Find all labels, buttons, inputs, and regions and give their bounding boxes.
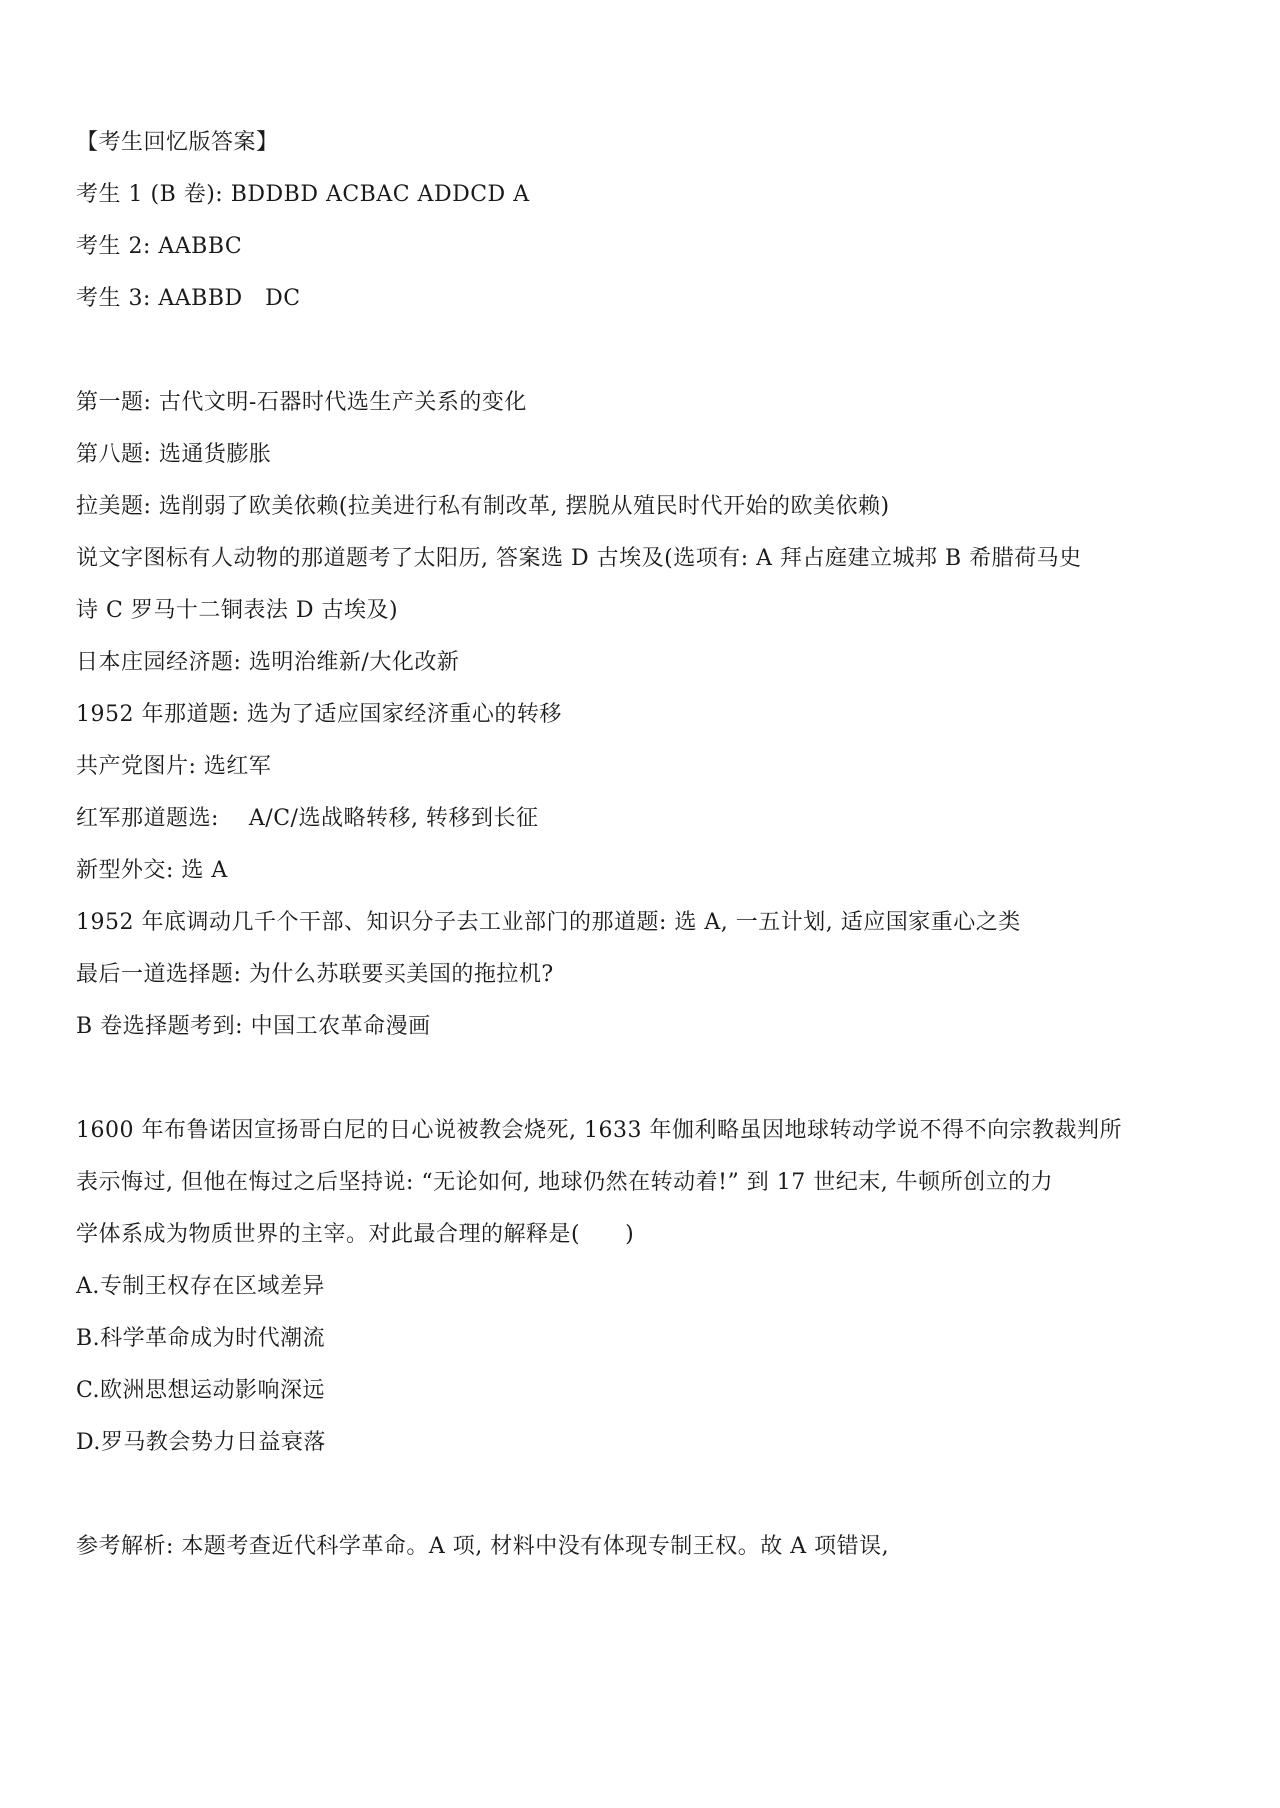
note-line: 共产党图片: 选红军	[76, 754, 272, 779]
option-d: D.罗马教会势力日益衰落	[76, 1430, 326, 1455]
answer-line: 考生 3: AABBD DC	[76, 286, 301, 311]
answer-line: 考生 1 (B 卷): BDDBD ACBAC ADDCD A	[76, 182, 530, 207]
note-line: 新型外交: 选 A	[76, 858, 228, 883]
note-line: 诗 C 罗马十二铜表法 D 古埃及)	[76, 598, 399, 623]
note-line: 第八题: 选通货膨胀	[76, 442, 272, 467]
note-line: 日本庄园经济题: 选明治维新/大化改新	[76, 650, 460, 675]
analysis-text: 参考解析: 本题考查近代科学革命。A 项, 材料中没有体现专制王权。故 A 项错误,	[76, 1534, 890, 1559]
note-line: 说文字图标有人动物的那道题考了太阳历, 答案选 D 古埃及(选项有: A 拜占庭建立城邦 B 希腊荷马史	[76, 546, 1082, 571]
note-line: B 卷选择题考到: 中国工农革命漫画	[76, 1014, 431, 1039]
option-c: C.欧洲思想运动影响深远	[76, 1378, 326, 1403]
note-line: 最后一道选择题: 为什么苏联要买美国的拖拉机?	[76, 962, 554, 987]
question-stem-line: 表示悔过, 但他在悔过之后坚持说: “无论如何, 地球仍然在转动着!” 到 17 世纪末, 牛顿所创立的力	[76, 1170, 1054, 1195]
question-stem-line: 学体系成为物质世界的主宰。对此最合理的解释是( )	[76, 1222, 635, 1247]
option-b: B.科学革命成为时代潮流	[76, 1326, 326, 1351]
answer-line: 考生 2: AABBC	[76, 234, 243, 259]
note-line: 拉美题: 选削弱了欧美依赖(拉美进行私有制改革, 摆脱从殖民时代开始的欧美依赖)	[76, 494, 890, 519]
option-a: A.专制王权存在区域差异	[76, 1274, 325, 1299]
document-title: 【考生回忆版答案】	[76, 130, 279, 155]
note-line: 1952 年那道题: 选为了适应国家经济重心的转移	[76, 702, 562, 727]
note-line: 1952 年底调动几千个干部、知识分子去工业部门的那道题: 选 A, 一五计划, 适应国家重心之类	[76, 910, 1021, 935]
note-line: 第一题: 古代文明-石器时代选生产关系的变化	[76, 390, 527, 415]
question-stem-line: 1600 年布鲁诺因宣扬哥白尼的日心说被教会烧死, 1633 年伽利略虽因地球转动学说不得不向宗教裁判所	[76, 1118, 1122, 1143]
note-line: 红军那道题选: A/C/选战略转移, 转移到长征	[76, 806, 539, 831]
